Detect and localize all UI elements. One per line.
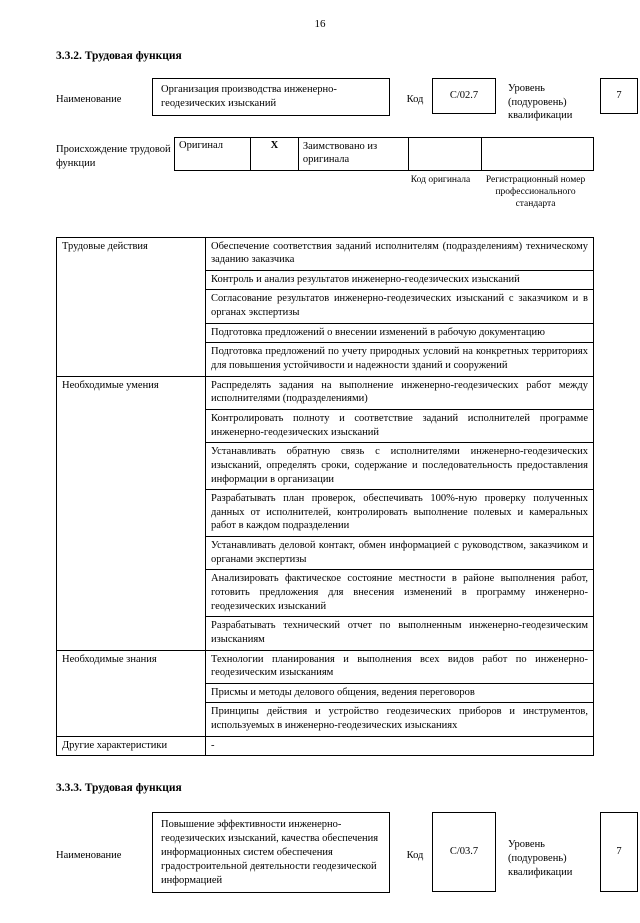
function-details-table bbox=[56, 237, 594, 757]
name-value-box: Организация производства инженерно-геодезических изысканий bbox=[152, 78, 390, 116]
origin-mark-cell: X bbox=[250, 137, 298, 170]
row-category-other: Другие характеристики bbox=[57, 736, 206, 756]
level-value-box-2: 7 bbox=[600, 812, 638, 892]
table-cell: Анализировать фактическое состояние местности в районе выполнения работ, готовить предложения для внесения изменений в программу инженерно-геодезических изысканий bbox=[206, 570, 594, 617]
name-label-2: Наименование bbox=[56, 850, 122, 862]
page-content bbox=[56, 50, 622, 893]
origin-borrowed-cell: Заимствовано из оригинала bbox=[298, 137, 408, 170]
row-category-required-knowledge: Необходимые знания bbox=[57, 650, 206, 736]
table-cell: Устанавливать обратную связь с исполнителями инженерно-геодезических изысканий, определять сроки, содержание и последовательность предоставления информации в организации bbox=[206, 443, 594, 490]
caption-reg-number: Регистрационный номер профессионального стандарта bbox=[485, 174, 586, 209]
table-cell: - bbox=[206, 736, 594, 756]
table-cell: Согласование результатов инженерно-геодезических изысканий с заказчиком и в органах экспертизы bbox=[206, 290, 594, 323]
table-cell: Контролировать полноту и соответствие заданий исполнителей программе инженерно-геодезических изысканий bbox=[206, 409, 594, 442]
row-category-labor-actions: Трудовые действия bbox=[57, 237, 206, 376]
row-category-required-skills: Необходимые умения bbox=[57, 376, 206, 650]
level-value-box: 7 bbox=[600, 78, 638, 114]
table-row bbox=[57, 736, 594, 756]
code-label: Код bbox=[406, 94, 424, 105]
code-label-2: Код bbox=[406, 850, 424, 862]
origin-captions bbox=[174, 175, 594, 211]
table-row bbox=[57, 237, 594, 270]
table-cell: Устанавливать деловой контакт, обмен информацией с руководством, заказчиком и органами экспертизы bbox=[206, 537, 594, 570]
function-name-row-2 bbox=[56, 812, 622, 892]
table-cell: Подготовка предложений по учету природных условий на конкретных территориях для повышения устойчивости и надежности зданий и сооружений bbox=[206, 343, 594, 376]
table-cell: Технологии планирования и выполнения всех видов работ по инженерно-геодезическим изысканиям bbox=[206, 650, 594, 683]
table-cell: Контроль и анализ результатов инженерно-геодезических изысканий bbox=[206, 270, 594, 290]
table-row bbox=[57, 650, 594, 683]
origin-table bbox=[174, 137, 594, 171]
origin-row bbox=[56, 137, 594, 171]
section-heading-332: 3.3.2. Трудовая функция bbox=[56, 50, 182, 62]
table-cell: Разрабатывать технический отчет по выполненным инженерно-геодезическим изысканиям bbox=[206, 617, 594, 650]
table-row bbox=[57, 376, 594, 409]
code-value-box: С/02.7 bbox=[432, 78, 496, 114]
table-cell: Распределять задания на выполнение инженерно-геодезических работ между исполнителями (подразделениями) bbox=[206, 376, 594, 409]
name-value-box-2: Повышение эффективности инженерно-геодезических изысканий, качества обеспечения информационных систем обеспечения градостроительной деятельности геодезической информацией bbox=[152, 812, 390, 892]
origin-reg-cell bbox=[481, 137, 593, 170]
table-cell: Разрабатывать план проверок, обеспечивать 100%-ную проверку полученных данных от исполнителей, контролировать выполнение полевых и камеральных работ в каждом подразделении bbox=[206, 490, 594, 537]
section-heading-333: 3.3.3. Трудовая функция bbox=[56, 782, 182, 795]
table-cell: Присмы и методы делового общения, ведения переговоров bbox=[206, 683, 594, 703]
name-label: Наименование bbox=[56, 94, 122, 105]
level-label: Уровень (подуровень) квалификации bbox=[508, 83, 573, 122]
origin-code-cell bbox=[409, 137, 482, 170]
function-name-row bbox=[56, 78, 622, 123]
table-cell: Обеспечение соответствия заданий исполнителям (подразделениям) техническому заданию заказчика bbox=[206, 237, 594, 270]
page-number: 16 bbox=[314, 18, 326, 30]
table-cell: Принципы действия и устройство геодезических приборов и инструментов, используемых в инженерно-геодезических изысканиях bbox=[206, 703, 594, 736]
level-label-2: Уровень (подуровень) квалификации bbox=[508, 839, 573, 878]
code-value-box-2: С/03.7 bbox=[432, 812, 496, 892]
origin-original-cell: Оригинал bbox=[175, 137, 251, 170]
document-page bbox=[0, 18, 640, 923]
origin-label: Происхождение трудовой функции bbox=[56, 143, 171, 169]
table-cell: Подготовка предложений о внесении изменений в рабочую документацию bbox=[206, 323, 594, 343]
caption-code-original: Код оригинала bbox=[410, 174, 471, 185]
table-row bbox=[175, 137, 594, 170]
